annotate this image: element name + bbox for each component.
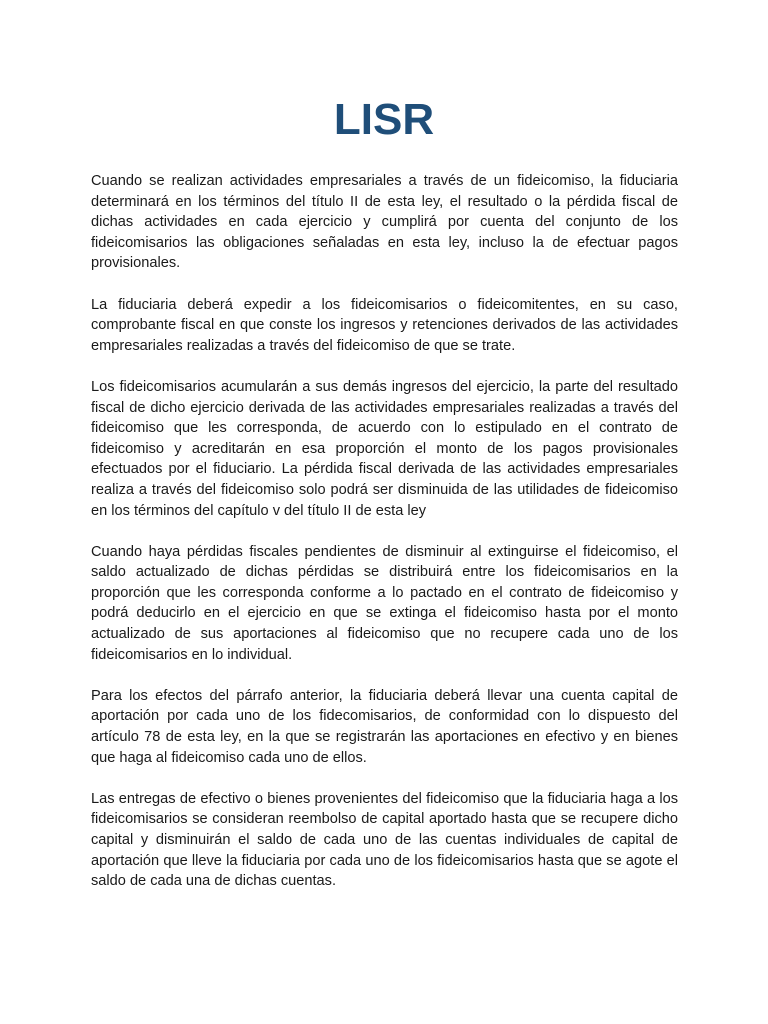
document-body bbox=[91, 171, 678, 912]
paragraph-2: La fiduciaria deberá expedir a los fideicomisarios o fideicomitentes, en su caso, comprobante fiscal en que conste los ingresos y retenciones derivados de las actividades empresariales realizadas a través del fideicomiso de que se trate. bbox=[91, 296, 678, 354]
paragraph-3: Los fideicomisarios acumularán a sus demás ingresos del ejercicio, la parte del resultado fiscal de dicho ejercicio derivada de las actividades empresariales realizadas a través del fideicomiso que les corresponda, de acuerdo con lo estipulado en el contrato de fideicomiso y acreditarán en esa proporción el monto de los pagos provisionales efectuados por el fiduciario. La pérdida fiscal derivada de las actividades empresariales realiza a través del fideicomiso solo podrá ser disminuida de las utilidades de fideicomiso en los términos del capítulo v del título II de esta ley bbox=[91, 378, 678, 519]
paragraph-4: Cuando haya pérdidas fiscales pendientes de disminuir al extinguirse el fideicomiso, el saldo actualizado de dichas pérdidas se distribuirá entre los fideicomisarios en la proporción que les corresponda conforme a lo pactado en el contrato de fideicomiso y podrá deducirlo en el ejercicio en que se extinga el fideicomiso hasta por el monto actualizado de sus aportaciones al fideicomiso que no recupere cada uno de los fideicomisarios en lo individual. bbox=[91, 543, 678, 663]
paragraph-6: Las entregas de efectivo o bienes provenientes del fideicomiso que la fiduciaria haga a los fideicomisarios se consideran reembolso de capital aportado hasta que se recupere dicho capital y disminuirán el saldo de cada uno de las cuentas individuales de capital de aportación que lleve la fiduciaria por cada uno de los fideicomisarios hasta que se agote el saldo de cada una de dichas cuentas. bbox=[91, 790, 678, 890]
page-title: LISR bbox=[333, 95, 435, 144]
paragraph-1: Cuando se realizan actividades empresariales a través de un fideicomiso, la fiduciaria determinará en los términos del título II de esta ley, el resultado o la pérdida fiscal de dichas actividades en cada ejercicio y cumplirá por cuenta del conjunto de los fideicomisarios las obligaciones señaladas en esta ley, incluso la de efectuar pagos provisionales. bbox=[91, 173, 678, 272]
paragraph-5: Para los efectos del párrafo anterior, la fiduciaria deberá llevar una cuenta capital de aportación por cada uno de los fidecomisarios, de conformidad con lo dispuesto del artículo 78 de esta ley, en la que se registrarán las aportaciones en efectivo y en bienes que haga al fideicomiso cada uno de ellos. bbox=[91, 687, 678, 766]
